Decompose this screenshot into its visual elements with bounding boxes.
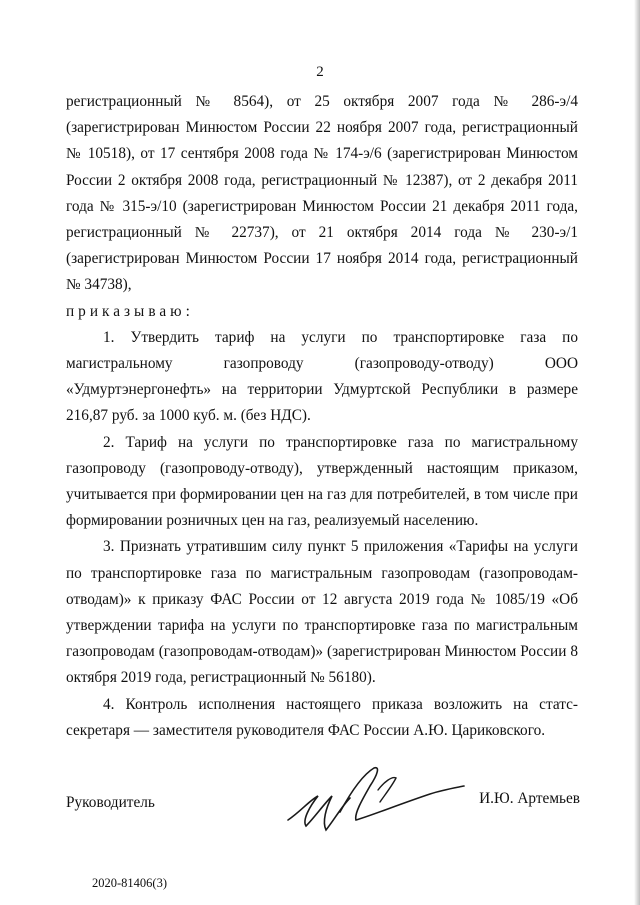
signature-block <box>0 760 640 840</box>
intro-paragraph: регистрационный № 8564), от 25 октября 2007 года № 286-э/4 (зарегистрирован Минюстом России 22 ноября 2007 года, регистрационный № 10518), от 17 сентября 2008 года № 174-э/6 (зарегистрирован Минюстом России 2 октября 2008 года, регистрационный № 12387), от 2 декабря 2011 года № 315-э/10 (зарегистрирован Минюстом России 21 декабря 2011 года, регистрационный № 22737), от 21 октября 2014 года № 230-э/1 (зарегистрирован Минюстом России 17 ноября 2014 года, регистрационный № 34738), <box>66 93 578 294</box>
document-registration-number: 2020-81406(3) <box>92 876 167 890</box>
order-item-2: 2. Тариф на услуги по транспортировке газа по магистральному газопроводу (газопроводу-отводу), утвержденный настоящим приказом, учитывается при формировании цен на газ для потребителей, в том числе при формировании розничных цен на газ, реализуемый населению. <box>66 433 578 530</box>
order-item-3: 3. Признать утратившим силу пункт 5 приложения «Тарифы на услуги по транспортировке газа по магистральным газопроводам (газопроводам-отводам)» к приказу ФАС России от 12 августа 2019 года № 1085/19 «Об утверждении тарифа на услуги по транспортировке газа по магистральным газопроводам (газопроводам-отводам)» (зарегистрирован Минюстом России 8 октября 2019 года, регистрационный № 56180). <box>66 538 578 687</box>
document-body <box>66 89 578 744</box>
page-edge-shadow <box>634 0 640 905</box>
order-item-1: 1. Утвердить тариф на услуги по транспортировке газа по магистральному газопроводу (газопроводу-отводу) ООО «Удмуртэнергонефть» на территории Удмуртской Республики в размере 216,87 руб. за 1000 куб. м. (без НДС). <box>66 328 578 425</box>
signer-position: Руководитель <box>66 794 155 811</box>
handwritten-signature <box>280 760 470 840</box>
page-number: 2 <box>316 64 324 80</box>
order-word: приказываю: <box>66 302 194 320</box>
signer-name: И.Ю. Артемьев <box>479 790 580 807</box>
order-item-4: 4. Контроль исполнения настоящего приказа возложить на статс-секретаря — заместителя руководителя ФАС России А.Ю. Цариковского. <box>66 695 578 739</box>
